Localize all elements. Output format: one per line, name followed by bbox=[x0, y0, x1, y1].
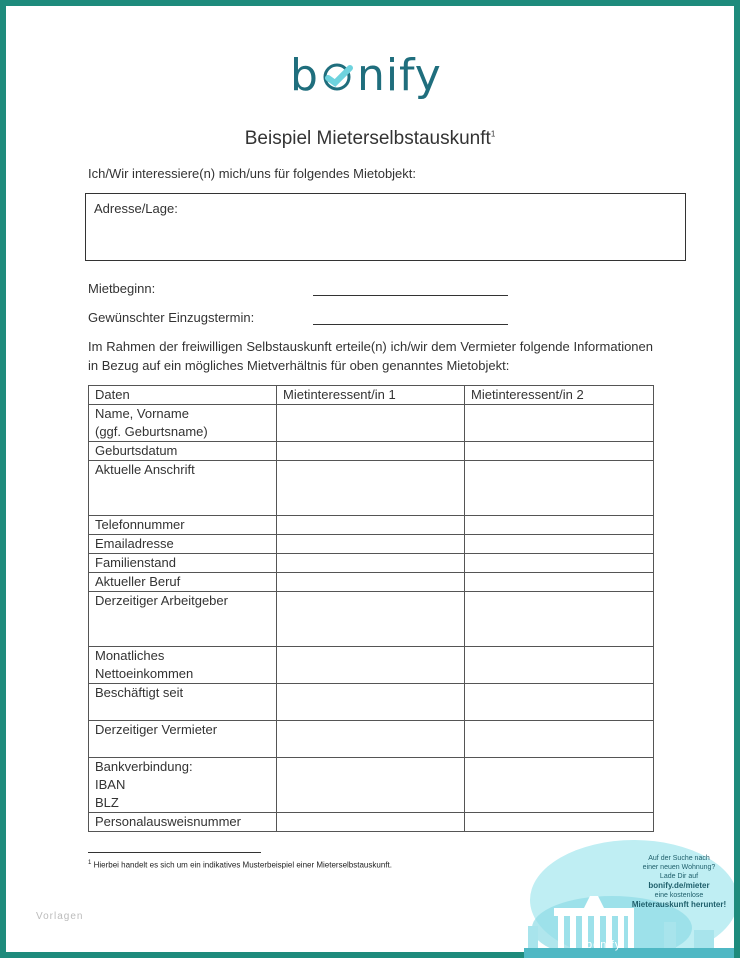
footnote: $^1$ Hierbei handelt es sich um ein indikatives Musterbeispiel einer Mieterselbstauskunft. bbox=[88, 860, 392, 870]
input-cell-interessent-1[interactable] bbox=[277, 721, 465, 758]
input-cell-interessent-2[interactable] bbox=[465, 592, 654, 647]
row-label-line: Telefonnummer bbox=[95, 517, 185, 532]
row-label-line: Personalausweisnummer bbox=[95, 814, 241, 829]
row-label bbox=[89, 516, 277, 535]
promo-text: Auf der Suche nach einer neuen Wohnung? Lade Dir auf bonify.de/mieter eine kostenlose Mieterauskunft herunter! bbox=[631, 855, 727, 909]
input-cell-interessent-2[interactable] bbox=[465, 573, 654, 592]
bonify-logo: b nify bbox=[290, 50, 442, 101]
input-cell-interessent-1[interactable] bbox=[277, 461, 465, 516]
input-cell-interessent-1[interactable] bbox=[277, 573, 465, 592]
promo-badge[interactable] bbox=[524, 838, 734, 958]
input-cell-interessent-2[interactable] bbox=[465, 516, 654, 535]
input-cell-interessent-1[interactable] bbox=[277, 554, 465, 573]
input-cell-interessent-1[interactable] bbox=[277, 813, 465, 832]
page-title: Beispiel Mieterselbstauskunft$^1$ bbox=[244, 128, 496, 149]
row-label-line: Beschäftigt seit bbox=[95, 685, 184, 700]
table-header-row bbox=[89, 386, 654, 405]
row-label bbox=[89, 592, 277, 647]
input-cell-interessent-2[interactable] bbox=[465, 758, 654, 813]
input-cell-interessent-1[interactable] bbox=[277, 535, 465, 554]
mietbeginn-row bbox=[88, 281, 508, 296]
row-label bbox=[89, 758, 277, 813]
row-label-line: Emailadresse bbox=[95, 536, 174, 551]
row-label bbox=[89, 573, 277, 592]
input-cell-interessent-2[interactable] bbox=[465, 442, 654, 461]
einzug-input-line[interactable] bbox=[313, 324, 508, 325]
address-label: Adresse/Lage: bbox=[94, 201, 178, 216]
input-cell-interessent-2[interactable] bbox=[465, 684, 654, 721]
intro-text: Ich/Wir interessiere(n) mich/uns für folgendes Mietobjekt: bbox=[88, 166, 417, 181]
row-label-line: (ggf. Geburtsname) bbox=[95, 424, 208, 439]
input-cell-interessent-2[interactable] bbox=[465, 535, 654, 554]
watermark: Vorlagen bbox=[36, 911, 84, 922]
row-label bbox=[89, 535, 277, 554]
table-row bbox=[89, 684, 654, 721]
row-label-line: Nettoeinkommen bbox=[95, 666, 194, 681]
row-label-line: Familienstand bbox=[95, 555, 176, 570]
row-label bbox=[89, 405, 277, 442]
row-label-line: Geburtsdatum bbox=[95, 443, 178, 458]
row-label-line: Aktuelle Anschrift bbox=[95, 462, 195, 477]
row-label bbox=[89, 461, 277, 516]
row-label bbox=[89, 721, 277, 758]
input-cell-interessent-1[interactable] bbox=[277, 442, 465, 461]
row-label bbox=[89, 684, 277, 721]
input-cell-interessent-2[interactable] bbox=[465, 813, 654, 832]
row-label bbox=[89, 554, 277, 573]
table-row bbox=[89, 813, 654, 832]
consent-paragraph: Im Rahmen der freiwilligen Selbstauskunft erteile(n) ich/wir dem Vermieter folgende Informationen in Bezug auf ein mögliches Mietverhältnis für oben genanntes Mietobjekt: bbox=[88, 339, 653, 373]
einzug-row bbox=[88, 310, 508, 325]
promo-brand: bonify bbox=[586, 939, 622, 951]
einzug-label: Gewünschter Einzugstermin: bbox=[88, 310, 255, 325]
table-row bbox=[89, 592, 654, 647]
table-row bbox=[89, 442, 654, 461]
row-label bbox=[89, 442, 277, 461]
row-label bbox=[89, 647, 277, 684]
footnote-rule bbox=[88, 852, 261, 853]
table-row bbox=[89, 554, 654, 573]
header-interessent-1: Mietinteressent/in 1 bbox=[277, 386, 465, 405]
table-row bbox=[89, 573, 654, 592]
input-cell-interessent-1[interactable] bbox=[277, 405, 465, 442]
header-interessent-2: Mietinteressent/in 2 bbox=[465, 386, 654, 405]
address-field[interactable] bbox=[85, 193, 686, 261]
input-cell-interessent-1[interactable] bbox=[277, 592, 465, 647]
table-row bbox=[89, 647, 654, 684]
table-row bbox=[89, 461, 654, 516]
input-cell-interessent-1[interactable] bbox=[277, 684, 465, 721]
input-cell-interessent-2[interactable] bbox=[465, 461, 654, 516]
row-label-line: BLZ bbox=[95, 795, 119, 810]
mietbeginn-label: Mietbeginn: bbox=[88, 281, 156, 296]
row-label-line: Derzeitiger Vermieter bbox=[95, 722, 218, 737]
input-cell-interessent-2[interactable] bbox=[465, 405, 654, 442]
row-label bbox=[89, 813, 277, 832]
row-label-line: Bankverbindung: bbox=[95, 759, 193, 774]
tenant-info-table bbox=[88, 385, 654, 832]
table-row bbox=[89, 516, 654, 535]
logo-check-icon bbox=[320, 62, 354, 92]
row-label-line: Derzeitiger Arbeitgeber bbox=[95, 593, 228, 608]
input-cell-interessent-1[interactable] bbox=[277, 516, 465, 535]
table-row bbox=[89, 758, 654, 813]
input-cell-interessent-1[interactable] bbox=[277, 758, 465, 813]
table-row bbox=[89, 535, 654, 554]
table-row bbox=[89, 721, 654, 758]
input-cell-interessent-1[interactable] bbox=[277, 647, 465, 684]
row-label-line: IBAN bbox=[95, 777, 126, 792]
row-label-line: Monatliches bbox=[95, 648, 165, 663]
input-cell-interessent-2[interactable] bbox=[465, 647, 654, 684]
row-label-line: Name, Vorname bbox=[95, 406, 189, 421]
mietbeginn-input-line[interactable] bbox=[313, 295, 508, 296]
table-row bbox=[89, 405, 654, 442]
input-cell-interessent-2[interactable] bbox=[465, 554, 654, 573]
header-daten: Daten bbox=[89, 386, 277, 405]
row-label-line: Aktueller Beruf bbox=[95, 574, 181, 589]
input-cell-interessent-2[interactable] bbox=[465, 721, 654, 758]
